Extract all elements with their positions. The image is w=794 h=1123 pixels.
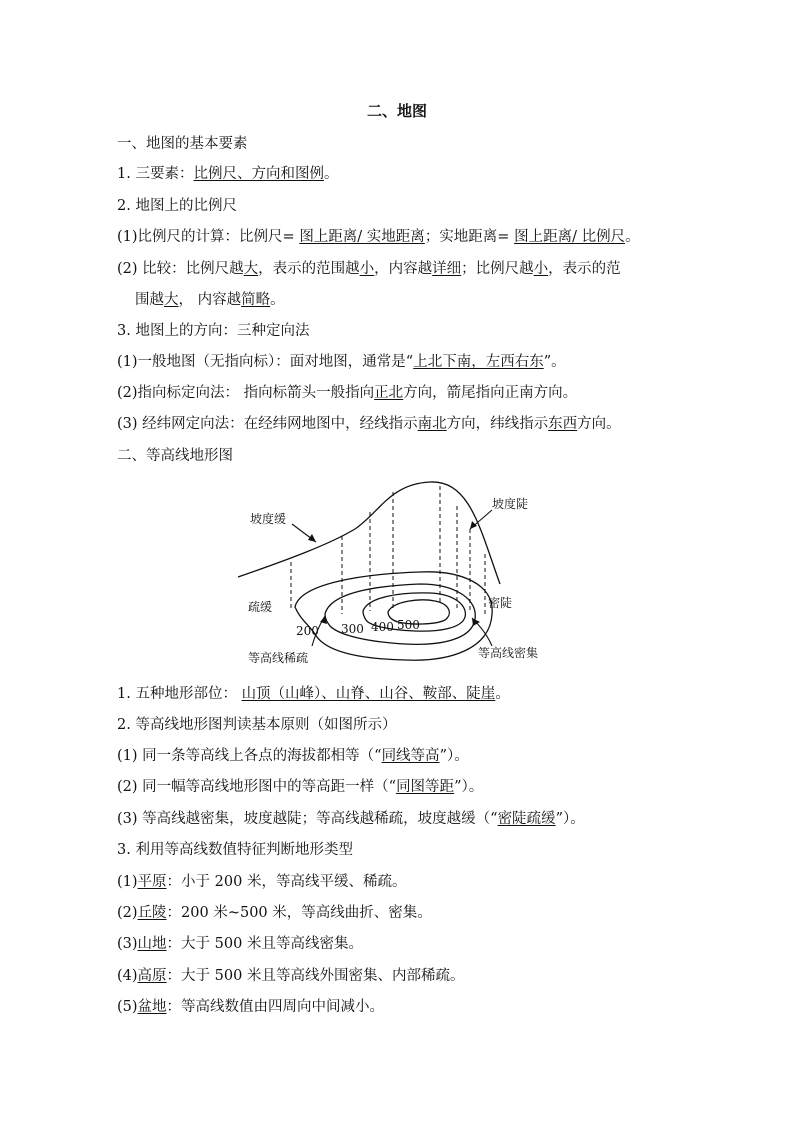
answer-underlined: 上北下南，左西右东 <box>413 354 544 370</box>
direction-arrow-line <box>117 383 577 403</box>
three-elements-line <box>117 164 338 184</box>
direction-grid-line <box>117 414 621 434</box>
terrain-type-basin <box>117 997 384 1017</box>
text-prefix: (3) <box>117 936 138 952</box>
terrain-type-hills <box>117 903 432 923</box>
terrain-type-plain <box>117 872 406 892</box>
text-suffix: ：小于 200 米，等高线平缓、稀疏。 <box>166 874 407 890</box>
text-suffix: 方向，箭尾指向正南方向。 <box>403 385 578 401</box>
text-prefix: (1)一般地图（无指向标）：面对地图，通常是“ <box>117 354 414 370</box>
text-suffix: 方向。 <box>577 416 621 432</box>
page-title: 二、地图 <box>366 102 427 120</box>
label-sparse: 疏缓 <box>248 600 273 614</box>
contour-figure <box>230 474 560 674</box>
label-contour-dense: 等高线密集 <box>478 646 539 660</box>
scale-heading: 2. 地图上的比例尺 <box>117 198 237 214</box>
arrowhead <box>470 521 477 529</box>
scale-compare-line <box>117 259 621 279</box>
text-suffix: ”）。 <box>454 779 484 795</box>
rule-same-interval <box>117 777 483 797</box>
terrain-profile <box>238 482 500 584</box>
terrain-type-plateau <box>117 966 464 986</box>
contour-value-label: 500 <box>397 618 420 632</box>
terrain-parts-line <box>117 684 510 704</box>
label-contour-sparse: 等高线稀疏 <box>248 651 309 665</box>
text-suffix: ：大于 500 米且等高线密集。 <box>166 936 363 952</box>
text: 围越 <box>135 292 164 308</box>
text-prefix: 1. 三要素： <box>117 166 194 182</box>
text-prefix: (2)指向标定向法： 指向标箭头一般指向 <box>117 385 375 401</box>
answer-underlined: 东西 <box>548 416 578 432</box>
answer-underlined: 丘陵 <box>137 905 167 921</box>
text-prefix: (2) <box>117 905 138 921</box>
terrain-type-heading: 3. 利用等高线数值特征判断地形类型 <box>117 842 353 858</box>
answer-underlined: 密陡疏缓 <box>497 811 556 827</box>
rule-density <box>117 809 585 829</box>
text-suffix: ”）。 <box>439 748 469 764</box>
contour-value-label: 400 <box>371 620 394 634</box>
answer-underlined: 正北 <box>374 385 404 401</box>
section-heading-contour-map: 二、等高线地形图 <box>117 448 233 464</box>
text-prefix: 1. 五种地形部位： <box>117 686 242 702</box>
answer-underlined: 高原 <box>137 968 167 984</box>
contour-value-label: 300 <box>341 622 364 636</box>
terrain-type-mountain <box>117 934 363 954</box>
text-prefix: (5) <box>117 999 138 1015</box>
text-suffix: ：大于 500 米且等高线外围密集、内部稀疏。 <box>166 968 465 984</box>
direction-general-line <box>117 352 566 372</box>
label-dense: 密陡 <box>488 596 513 610</box>
answer-underlined: 小 <box>359 261 375 277</box>
label-gentle-slope: 坡度缓 <box>250 512 287 526</box>
text-suffix: ”）。 <box>555 811 585 827</box>
answer-underlined: 简略 <box>241 292 271 308</box>
text-prefix: (4) <box>117 968 138 984</box>
text-suffix: ：200 米~500 米，等高线曲折、密集。 <box>166 905 432 921</box>
contour-value-label: 200 <box>296 624 319 638</box>
text-prefix: (1) 同一条等高线上各点的海拔都相等（“ <box>117 748 382 764</box>
rule-same-line <box>117 746 469 766</box>
text-prefix: (1)比例尺的计算：比例尺= <box>117 229 300 245</box>
scale-compare-line-cont <box>135 290 285 310</box>
answer-underlined: 比例尺、方向和图例 <box>193 166 324 182</box>
text: 。 <box>270 292 285 308</box>
answer-underlined: 平原 <box>137 874 167 890</box>
text: ，表示的范围越 <box>258 261 360 277</box>
arrowhead <box>308 534 316 542</box>
section-heading-map-elements: 一、地图的基本要素 <box>117 136 248 152</box>
text: ，内容越 <box>374 261 433 277</box>
answer-underlined: 同图等距 <box>396 779 455 795</box>
text: ，表示的范 <box>548 261 621 277</box>
answer-underlined: 图上距离/ 比例尺 <box>514 229 626 245</box>
text: (2) 比较：比例尺越 <box>117 261 244 277</box>
answer-underlined: 南北 <box>417 416 447 432</box>
text-prefix: (2) 同一幅等高线地形图中的等高距一样（“ <box>117 779 397 795</box>
text-mid: ；实地距离= <box>424 229 515 245</box>
text: ；比例尺越 <box>461 261 534 277</box>
answer-underlined: 详细 <box>432 261 462 277</box>
text: ， 内容越 <box>178 292 242 308</box>
answer-underlined: 山地 <box>137 936 167 952</box>
text-suffix: ”。 <box>543 354 566 370</box>
text-suffix: 。 <box>495 686 510 702</box>
text-suffix: ：等高线数值由四周向中间减小。 <box>166 999 385 1015</box>
answer-underlined: 大 <box>164 292 179 308</box>
text-suffix: 。 <box>323 166 339 182</box>
text-suffix: 。 <box>625 229 640 245</box>
contour-rules-heading: 2. 等高线地形图判读基本原则（如图所示） <box>117 717 397 733</box>
answer-underlined: 小 <box>533 261 549 277</box>
scale-calc-line <box>117 227 640 247</box>
text-prefix: (3) 经纬网定向法：在经纬网地图中，经线指示 <box>117 416 418 432</box>
label-steep-slope: 坡度陡 <box>492 497 529 511</box>
answer-underlined: 大 <box>243 261 259 277</box>
answer-underlined: 图上距离/ 实地距离 <box>299 229 425 245</box>
answer-underlined: 山顶（山峰）、山脊、山谷、鞍部、陡崖 <box>241 686 496 702</box>
direction-heading: 3. 地图上的方向：三种定向法 <box>117 323 310 339</box>
answer-underlined: 盆地 <box>137 999 167 1015</box>
text-prefix: (1) <box>117 874 138 890</box>
text-prefix: (3) 等高线越密集，坡度越陡；等高线越稀疏，坡度越缓（“ <box>117 811 498 827</box>
answer-underlined: 同线等高 <box>381 748 440 764</box>
text-mid: 方向，纬线指示 <box>446 416 549 432</box>
